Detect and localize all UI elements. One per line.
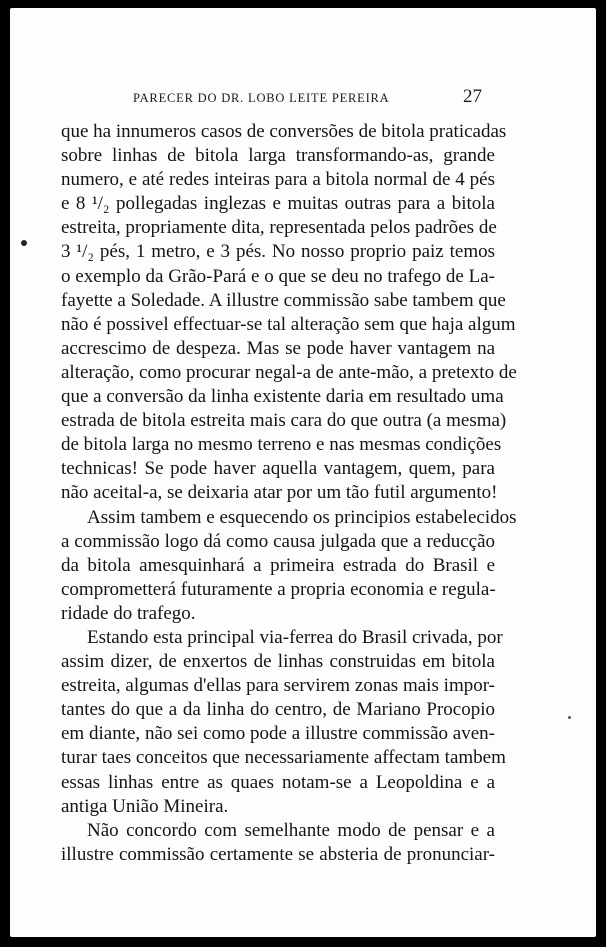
text-line: illustre commissão certamente se absteria de pronunciar- [61, 843, 495, 865]
text-line: da bitola amesquinhará a primeira estrada do Brasil e [61, 554, 495, 576]
text-line: Não concordo com semelhante modo de pensar e a [87, 819, 495, 841]
text-line: ridade do trafego. [61, 602, 196, 624]
text-line: e 8 ¹/₂ pollegadas inglezas e muitas outras para a bitola [61, 193, 495, 215]
text-line: a commissão logo dá como causa julgada que a reducção [61, 530, 495, 552]
text-line: que a conversão da linha existente daria em resultado uma [61, 386, 504, 408]
text-line: turar taes conceitos que necessariamente affectam tambem [61, 747, 506, 769]
text-line: que ha innumeros casos de conversões de bitola praticadas [61, 121, 507, 142]
text-line: em diante, não sei como pode a illustre commissão aven- [61, 723, 495, 745]
text-line: estreita, algumas d'ellas para servirem zonas mais impor- [61, 675, 495, 697]
text-line: não é possivel effectuar-se tal alteração sem que haja algum [61, 313, 516, 335]
book-page [10, 8, 596, 937]
text-line: alteração, como procurar negal-a de ante-mão, a pretexto de [61, 361, 517, 383]
text-line: 3 ¹/₂ pés, 1 metro, e 3 pés. No nosso proprio paiz temos [61, 241, 495, 263]
margin-ink-speck [568, 716, 571, 719]
paragraph [61, 819, 495, 867]
text-line: accrescimo de despeza. Mas se pode haver vantagem na [61, 337, 495, 359]
text-line: fayette a Soledade. A illustre commissão sabe tambem que [61, 289, 506, 311]
text-line: sobre linhas de bitola larga transformando-as, grande [61, 145, 495, 167]
text-line: Estando esta principal via-ferrea do Brasil crivada, por [87, 626, 503, 648]
text-line: technicas! Se pode haver aquella vantagem, quem, para [61, 458, 495, 480]
paragraph [61, 120, 517, 506]
text-line: numero, e até redes inteiras para a bitola normal de 4 pés [61, 169, 495, 191]
text-line: estreita, propriamente dita, representada pelos padrões de [61, 217, 497, 239]
running-title: PARECER DO DR. LOBO LEITE PEREIRA [133, 91, 390, 105]
text-line: tantes do que a da linha do centro, de Mariano Procopio [61, 699, 495, 721]
text-line: assim dizer, de enxertos de linhas construidas em bitola [61, 651, 495, 673]
page-number: 27 [463, 86, 482, 107]
text-line: estrada de bitola estreita mais cara do que outra (a mesma) [61, 410, 507, 432]
text-line: Assim tambem e esquecendo os principios estabelecidos [87, 506, 517, 528]
text-line: comprometterá futuramente a propria economia e regula- [61, 578, 496, 600]
paragraph [61, 506, 517, 626]
body-text [61, 120, 517, 867]
text-line: não aceital-a, se deixaria atar por um tão futil argumento! [61, 482, 498, 504]
margin-ink-dot [21, 240, 27, 246]
text-line: essas linhas entre as quaes notam-se a Leopoldina e a [61, 771, 495, 793]
page-header [10, 88, 596, 112]
text-line: o exemplo da Grão-Pará e o que se deu no trafego de La- [61, 265, 495, 287]
text-line: antiga União Mineira. [61, 795, 229, 817]
text-line: de bitola larga no mesmo terreno e nas mesmas condições [61, 434, 502, 456]
paragraph [61, 626, 506, 819]
